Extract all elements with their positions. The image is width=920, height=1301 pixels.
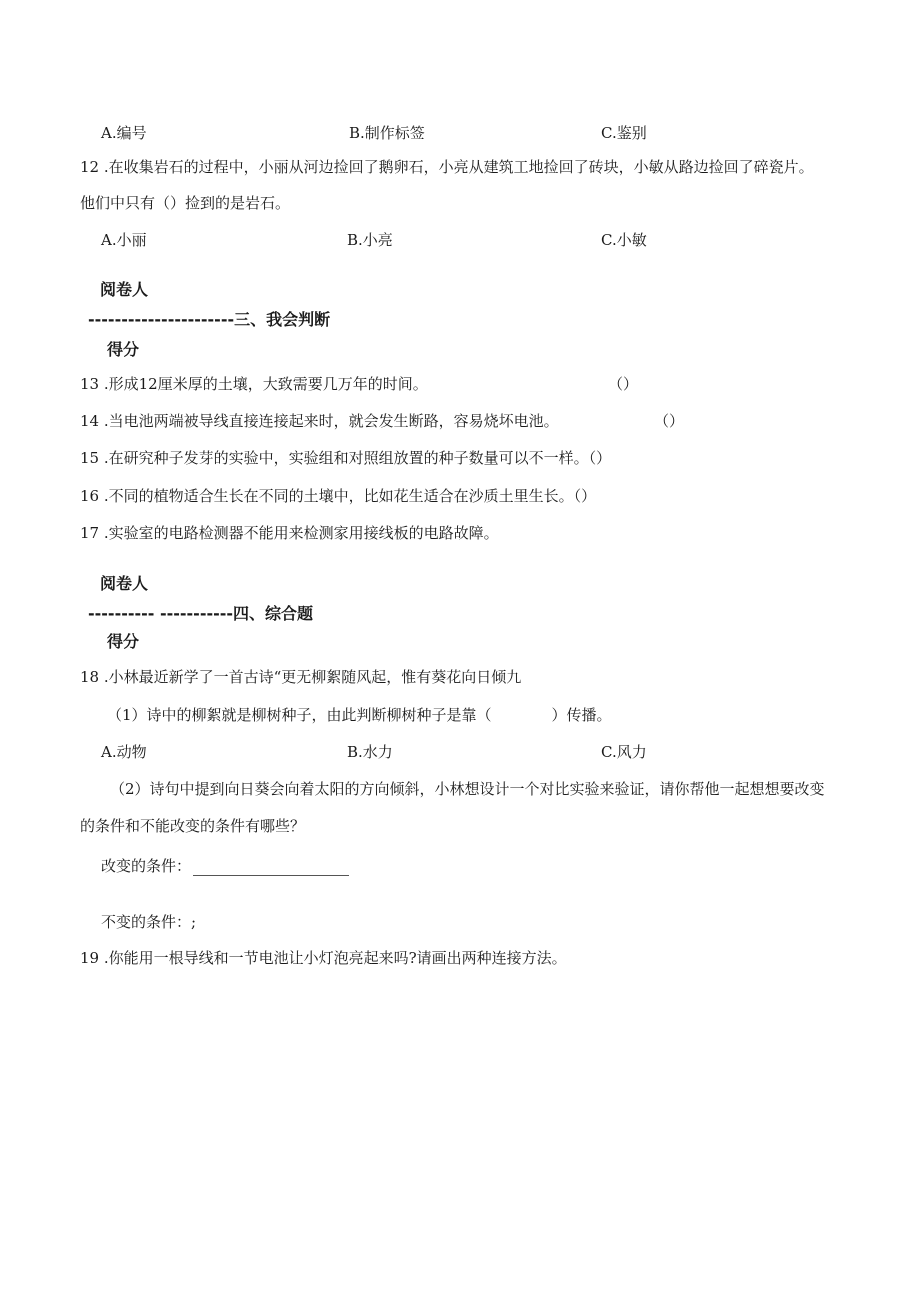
- q17-text: 17 .实验室的电路检测器不能用来检测家用接线板的电路故障。: [80, 524, 499, 542]
- section4-score-label: 得分: [107, 632, 140, 651]
- q11-option-c: C.鉴别: [601, 124, 647, 142]
- section3-reviewer-label: 阅卷人: [100, 280, 149, 299]
- q19-text: 19 .你能用一根导线和一节电池让小灯泡亮起来吗?请画出两种连接方法。: [80, 949, 567, 967]
- q18-sub1: （1）诗中的柳絮就是柳树种子，由此判断柳树种子是靠（ ）传播。: [107, 706, 612, 724]
- q12-stem-line2: 他们中只有（）捡到的是岩石。: [80, 194, 291, 212]
- q11-option-a: A.编号: [101, 124, 147, 142]
- q18-change-row: [101, 855, 349, 876]
- section3-score-label: 得分: [107, 340, 140, 359]
- q18-option-c: C.风力: [601, 743, 647, 761]
- q12-stem-line1: 12 .在收集岩石的过程中，小丽从河边捡回了鹅卵石，小亮从建筑工地捡回了砖块，小敏从路边捡回了碎瓷片。: [80, 158, 814, 176]
- section4-reviewer-label: 阅卷人: [100, 574, 149, 593]
- q18-change-answer-blank[interactable]: [193, 861, 349, 876]
- q11-option-b: B.制作标签: [349, 124, 425, 142]
- q14-text: 14 .当电池两端被导线直接连接起来时，就会发生断路，容易烧坏电池。: [80, 412, 559, 430]
- q12-option-a: A.小丽: [101, 231, 147, 249]
- q15-text: 15 .在研究种子发芽的实验中，实验组和对照组放置的种子数量可以不一样。（）: [80, 449, 612, 467]
- q12-option-b: B.小亮: [347, 231, 393, 249]
- q18-change-label: 改变的条件：: [101, 857, 192, 875]
- q18-sub2-line1: （2）诗句中提到向日葵会向着太阳的方向倾斜，小林想设计一个对比实验来验证，请你帮他一起想想要改变: [110, 780, 825, 798]
- q13-answer-paren: （）: [608, 375, 639, 393]
- q18-option-a: A.动物: [101, 743, 147, 761]
- q18-nochange-label: 不变的条件：;: [101, 913, 197, 931]
- q14-answer-paren: （）: [654, 412, 685, 430]
- q16-text: 16 .不同的植物适合生长在不同的土壤中，比如花生适合在沙质土里生长。（）: [80, 487, 597, 505]
- q12-option-c: C.小敏: [601, 231, 647, 249]
- q13-text: 13 .形成12厘米厚的土壤，大致需要几万年的时间。: [80, 375, 428, 393]
- section4-title: ---------- -----------四、综合题: [88, 604, 314, 623]
- section3-title: ----------------------三、我会判断: [88, 310, 331, 329]
- q18-stem: 18 .小林最近新学了一首古诗“更无柳絮随风起，惟有葵花向日倾九: [80, 668, 522, 686]
- q18-sub2-line2: 的条件和不能改变的条件有哪些？: [80, 817, 306, 835]
- q18-option-b: B.水力: [347, 743, 393, 761]
